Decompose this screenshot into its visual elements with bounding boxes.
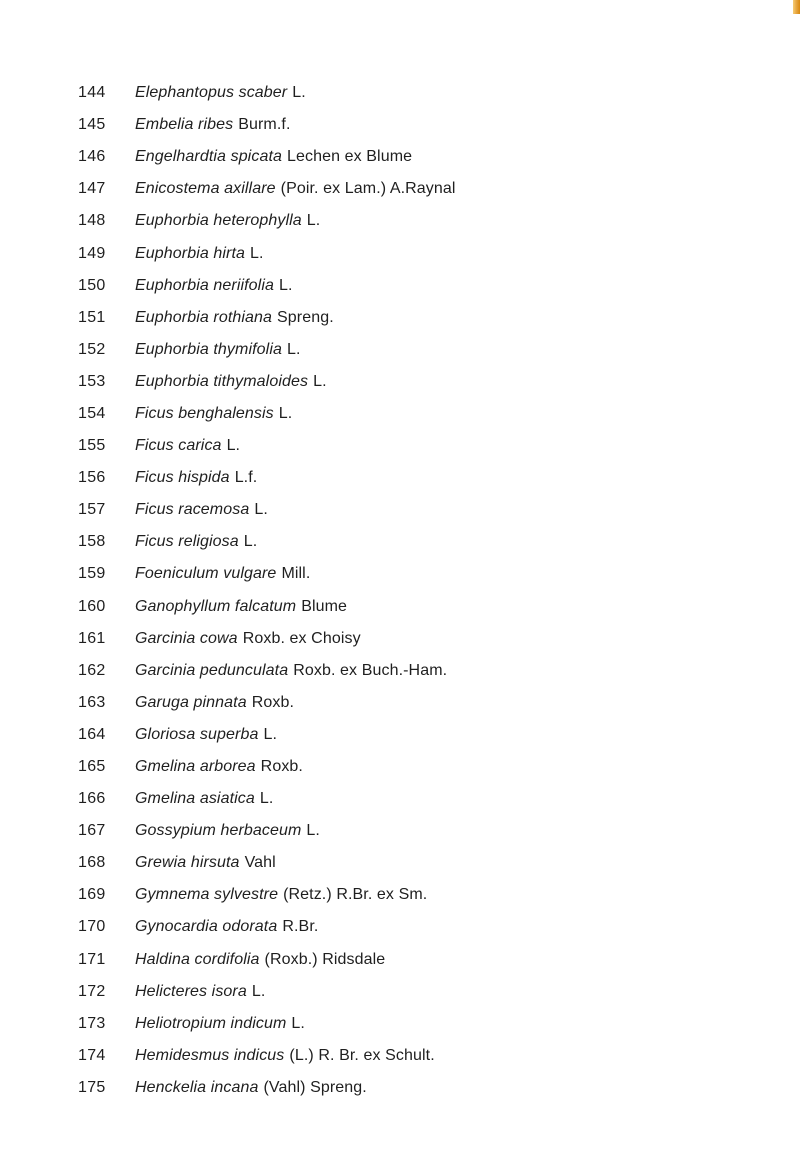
entry-number: 154 xyxy=(78,404,106,422)
species-entry xyxy=(78,623,770,655)
author-abbreviation: L. xyxy=(306,212,321,230)
species-name: Ficus hispida xyxy=(135,469,230,487)
entry-number: 168 xyxy=(78,854,106,872)
species-entry xyxy=(78,976,770,1008)
species-entry xyxy=(78,494,770,526)
entry-number: 163 xyxy=(78,693,106,711)
author-abbreviation: Lechen ex Blume xyxy=(286,148,413,166)
author-abbreviation: Blume xyxy=(301,597,348,615)
species-entry xyxy=(78,77,770,109)
species-name: Ganophyllum falcatum xyxy=(135,597,297,615)
species-name: Garuga pinnata xyxy=(135,693,247,711)
species-name: Foeniculum vulgare xyxy=(135,565,277,583)
author-abbreviation: Burm.f. xyxy=(238,116,291,134)
entry-number: 174 xyxy=(78,1046,106,1064)
species-name: Euphorbia rothiana xyxy=(135,308,273,326)
species-name: Garcinia cowa xyxy=(135,629,238,647)
entry-number: 167 xyxy=(78,822,106,840)
species-name: Enicostema axillare xyxy=(135,180,276,198)
entry-number: 164 xyxy=(78,725,106,743)
author-abbreviation: (Retz.) R.Br. ex Sm. xyxy=(283,886,428,904)
author-abbreviation: (Poir. ex Lam.) A.Raynal xyxy=(280,180,456,198)
species-entry xyxy=(78,173,770,205)
species-entry xyxy=(78,655,770,687)
species-entry xyxy=(78,398,770,430)
entry-number: 155 xyxy=(78,437,106,455)
author-abbreviation: L. xyxy=(243,533,258,551)
species-list xyxy=(78,77,770,1104)
author-abbreviation: L. xyxy=(292,84,306,102)
species-entry xyxy=(78,911,770,943)
author-abbreviation: L. xyxy=(251,982,266,1000)
species-name: Gynocardia odorata xyxy=(135,918,278,936)
species-name: Euphorbia heterophylla xyxy=(135,212,302,230)
author-abbreviation: (Vahl) Spreng. xyxy=(263,1078,367,1096)
author-abbreviation: Roxb. ex Choisy xyxy=(242,629,361,647)
species-entry xyxy=(78,1008,770,1040)
species-entry xyxy=(78,141,770,173)
author-abbreviation: L. xyxy=(286,340,301,358)
species-entry xyxy=(78,109,770,141)
entry-number: 171 xyxy=(78,950,106,968)
species-name: Ficus benghalensis xyxy=(135,404,274,422)
entry-number: 165 xyxy=(78,758,106,776)
species-entry xyxy=(78,526,770,558)
species-entry xyxy=(78,815,770,847)
species-name: Embelia ribes xyxy=(135,116,234,134)
author-abbreviation: L. xyxy=(259,790,274,808)
species-entry xyxy=(78,270,770,302)
entry-number: 158 xyxy=(78,533,106,551)
entry-number: 153 xyxy=(78,372,106,390)
species-name: Engelhardtia spicata xyxy=(135,148,282,166)
species-name: Heliotropium indicum xyxy=(135,1014,287,1032)
entry-number: 170 xyxy=(78,918,106,936)
entry-number: 147 xyxy=(78,180,106,198)
species-entry xyxy=(78,462,770,494)
author-abbreviation: L.f. xyxy=(234,469,258,487)
species-entry xyxy=(78,302,770,334)
entry-number: 160 xyxy=(78,597,106,615)
species-name: Ficus carica xyxy=(135,437,222,455)
species-name: Gmelina asiatica xyxy=(135,790,255,808)
entry-number: 173 xyxy=(78,1014,106,1032)
entry-number: 144 xyxy=(78,84,106,102)
author-abbreviation: Spreng. xyxy=(277,308,334,326)
species-entry xyxy=(78,205,770,237)
species-name: Euphorbia tithymaloides xyxy=(135,372,309,390)
author-abbreviation: L. xyxy=(263,725,277,743)
species-entry xyxy=(78,591,770,623)
species-entry xyxy=(78,1072,770,1104)
author-abbreviation: Roxb. xyxy=(260,758,303,776)
author-abbreviation: Mill. xyxy=(281,565,311,583)
species-name: Gloriosa superba xyxy=(135,725,259,743)
entry-number: 145 xyxy=(78,116,106,134)
author-abbreviation: L. xyxy=(278,404,293,422)
author-abbreviation: L. xyxy=(254,501,268,519)
species-entry xyxy=(78,430,770,462)
species-entry xyxy=(78,783,770,815)
author-abbreviation: Roxb. ex Buch.-Ham. xyxy=(293,661,448,679)
sticky-tab-corner xyxy=(793,0,800,14)
species-name: Grewia hirsuta xyxy=(135,854,240,872)
entry-number: 152 xyxy=(78,340,106,358)
species-entry xyxy=(78,1040,770,1072)
species-entry xyxy=(78,944,770,976)
species-name: Euphorbia hirta xyxy=(135,244,246,262)
author-abbreviation: L. xyxy=(313,372,327,390)
species-entry xyxy=(78,558,770,590)
entry-number: 157 xyxy=(78,501,106,519)
species-name: Helicteres isora xyxy=(135,982,247,1000)
entry-number: 162 xyxy=(78,661,106,679)
species-name: Hemidesmus indicus xyxy=(135,1046,285,1064)
entry-number: 146 xyxy=(78,148,106,166)
entry-number: 156 xyxy=(78,469,106,487)
author-abbreviation: R.Br. xyxy=(282,918,319,936)
species-entry xyxy=(78,879,770,911)
entry-number: 159 xyxy=(78,565,106,583)
species-entry xyxy=(78,334,770,366)
species-name: Ficus racemosa xyxy=(135,501,250,519)
species-name: Garcinia pedunculata xyxy=(135,661,289,679)
species-name: Haldina cordifolia xyxy=(135,950,260,968)
species-entry xyxy=(78,719,770,751)
author-abbreviation: L. xyxy=(226,437,241,455)
species-name: Gmelina arborea xyxy=(135,758,256,776)
author-abbreviation: (L.) R. Br. ex Schult. xyxy=(289,1046,435,1064)
species-name: Euphorbia thymifolia xyxy=(135,340,282,358)
entry-number: 151 xyxy=(78,308,106,326)
author-abbreviation: Roxb. xyxy=(251,693,295,711)
entry-number: 172 xyxy=(78,982,106,1000)
author-abbreviation: Vahl xyxy=(244,854,276,872)
species-name: Euphorbia neriifolia xyxy=(135,276,274,294)
species-name: Gossypium herbaceum xyxy=(135,822,302,840)
species-entry xyxy=(78,847,770,879)
author-abbreviation: L. xyxy=(306,822,320,840)
species-entry xyxy=(78,751,770,783)
species-name: Elephantopus scaber xyxy=(135,84,288,102)
species-name: Ficus religiosa xyxy=(135,533,239,551)
author-abbreviation: L. xyxy=(278,276,293,294)
entry-number: 161 xyxy=(78,629,106,647)
author-abbreviation: (Roxb.) Ridsdale xyxy=(264,950,386,968)
entry-number: 149 xyxy=(78,244,106,262)
entry-number: 169 xyxy=(78,886,106,904)
author-abbreviation: L. xyxy=(250,244,264,262)
species-name: Gymnema sylvestre xyxy=(135,886,279,904)
author-abbreviation: L. xyxy=(291,1014,305,1032)
entry-number: 150 xyxy=(78,276,106,294)
entry-number: 166 xyxy=(78,790,106,808)
species-entry xyxy=(78,687,770,719)
species-name: Henckelia incana xyxy=(135,1078,259,1096)
entry-number: 175 xyxy=(78,1078,106,1096)
species-entry xyxy=(78,237,770,269)
entry-number: 148 xyxy=(78,212,106,230)
species-entry xyxy=(78,366,770,398)
